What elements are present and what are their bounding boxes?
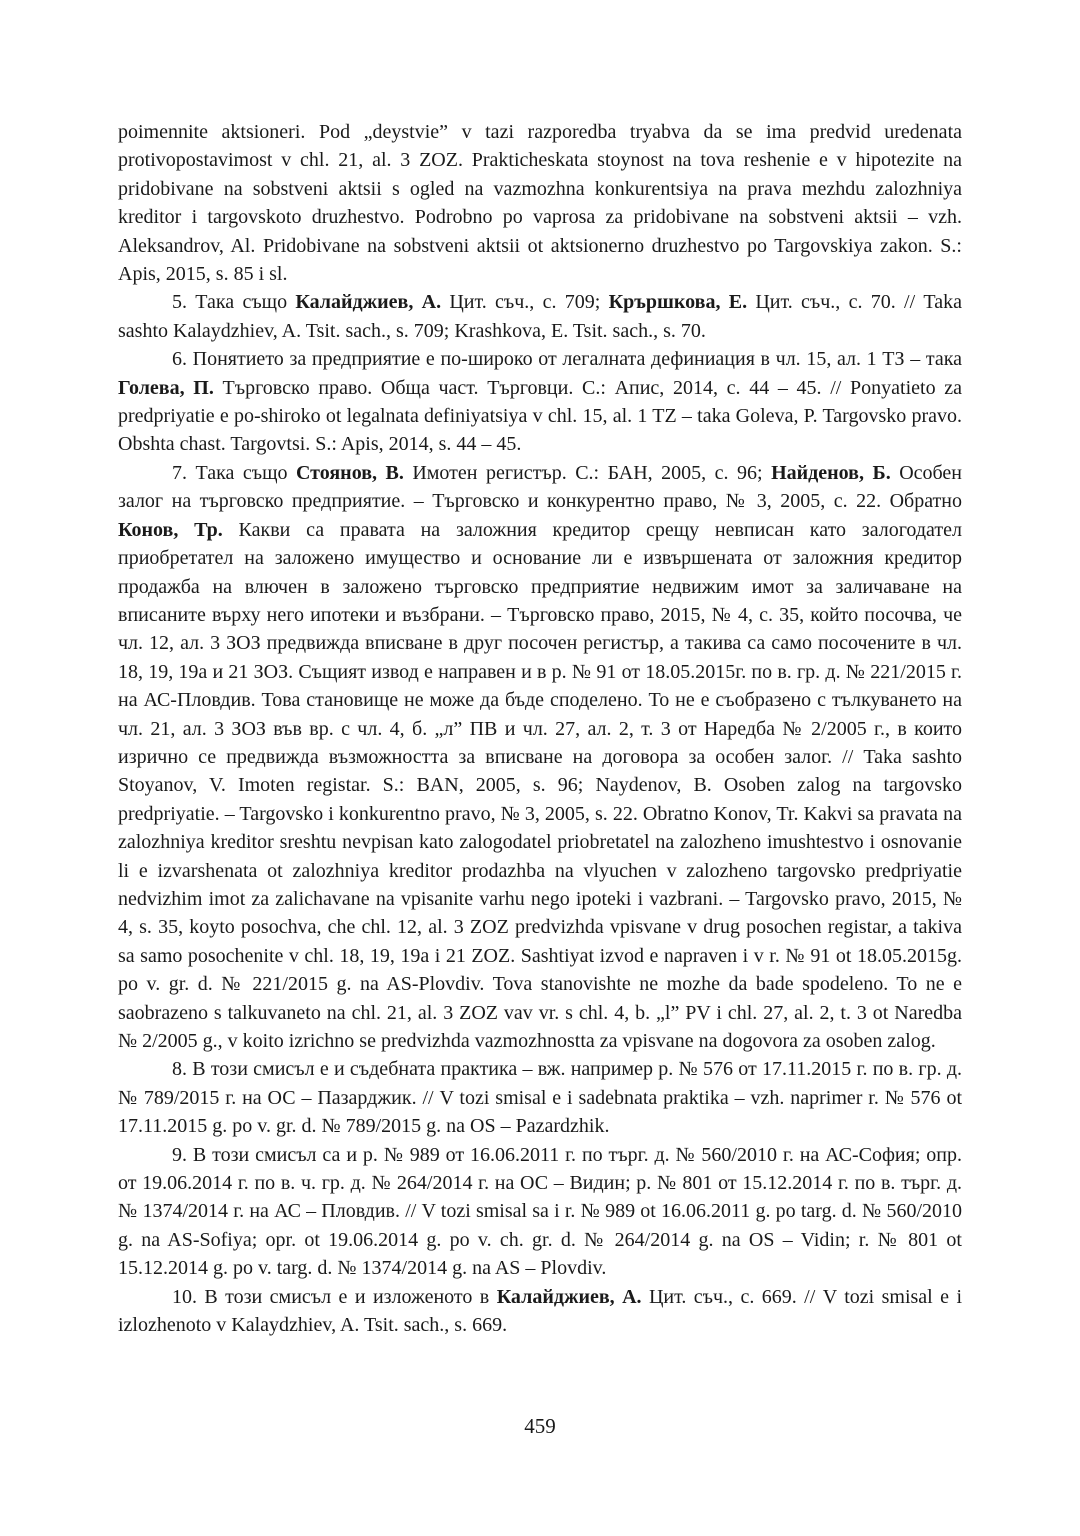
author-name: Стоянов, В. bbox=[295, 461, 404, 484]
author-name: Крършкова, Е. bbox=[608, 291, 748, 314]
footnote-9: 9. В този смисъл са и р. № 989 от 16.06.2011 г. по търг. д. № 560/2010 г. на АС-София; опр. от 19.06.2014 г. по в. ч. гр. д. № 264/2014 г. на ОС – Видин; р. № 801 от 15.12.2014 г. по в. търг. д. № 1374/2014 г. на АС – Пловдив. // V tozi smisal sa i r. № 989 ot 16.06.2011 g. po targ. d. № 560/2010 g. na AS-Sofiya; opr. ot 19.06.2014 g. po v. ch. gr. d. № 264/2014 g. na OS – Vidin; r. № 801 ot 15.12.2014 g. po v. targ. d. № 1374/2014 g. na AS – Plovdiv. bbox=[118, 1143, 962, 1280]
footnotes-body bbox=[118, 118, 962, 1339]
author-name: Калайджиев, А. bbox=[295, 291, 442, 314]
author-name: Калайджиев, А. bbox=[496, 1285, 642, 1308]
footnote-10: 10. В този смисъл е и изложеното в Калайджиев, А. Цит. съч., с. 669. // V tozi smisal e i izlozhenoto v Kalaydzhiev, A. Tsit. sach., s. 669. bbox=[118, 1285, 963, 1337]
author-name: Конов, Тр. bbox=[118, 518, 223, 541]
author-name: Найденов, Б. bbox=[771, 461, 891, 484]
footnote-8: 8. В този смисъл е и съдебната практика – вж. например р. № 576 от 17.11.2015 г. по в. гр. д. № 789/2015 г. на ОС – Пазарджик. // V tozi smisal e i sadebnata praktika – vzh. naprimer r. № 576 ot 17.11.2015 g. po v. gr. d. № 789/2015 g. na OS – Pazardzhik. bbox=[118, 1058, 962, 1138]
footnote-continuation: poimennite aktsioneri. Pod „deystvie” v tazi razporedba tryabva da se ima predvid uredenata protivopostavimost v chl. 21, al. 3 ZOZ. Prakticheskata stoynost na tova reshenie e v hipotezite na pridobivane na sobstveni aktsii s ogled na vazmozhna konkurentsiya na prava mezhdu zalozhniya kreditor i targovskoto druzhestvo. Podrobno po vaprosa za pridobivane na sobstveni aktsii – vzh. Aleksandrov, Al. Pridobivane na sobstveni aktsii ot aktsionerno druzhestvo po Targovskiya zakon. S.: Apis, 2015, s. 85 i sl. bbox=[118, 121, 962, 286]
author-name: Голева, П. bbox=[118, 376, 214, 399]
footnote-7: 7. Така също Стоянов, В. Имотен регистър. С.: БАН, 2005, с. 96; Найденов, Б. Особен залог на търговско предприятие. – Търговско и конкурентно право, № 3, 2005, с. 22. Обратно Конов, Тр. Какви са правата на заложния кредитор срещу невписан като залогодател приобретател на заложено имущество и основание ли е извършената от заложния кредитор продажба на влючен в заложено търговско предприятие недвижим имот за заличаване на вписаните върху него ипотеки и възбрани. – Търговско право, 2015, № 4, с. 35, който посочва, че чл. 12, ал. 3 ЗОЗ предвижда вписване в друг посочен регистър, а такива са само посочените в чл. 18, 19, 19а и 21 ЗОЗ. Същият извод е направен и в р. № 91 от 18.05.2015г. по в. гр. д. № 221/2015 г. на АС-Пловдив. Това становище не може да бъде споделено. То не е съобразено с тълкуването на чл. 21, ал. 3 ЗОЗ във вр. с чл. 4, б. „л” ПВ и чл. 27, ал. 2, т. 3 от Наредба № 2/2005 г., в които изрично се предвижда възможността за вписване на договора за особен залог. // Taka sashto Stoyanov, V. Imoten registar. S.: BAN, 2005, s. 96; Naydenov, B. Osoben zalog na targovsko predpriyatie. – Targovsko i konkurentno pravo, № 3, 2005, s. 22. Obratno Konov, Tr. Kakvi sa pravata na zalozhniya kreditor sreshtu nevpisan kato zalogodatel priobretatel na zalozheno imushtestvo i osnovanie li e izvarshenata ot zalozhniya kreditor prodazhba na vlyuchen v zalozheno targovsko predpriyatie nedvizhim imot za zalichavane na vpisanite varhu nego ipoteki i vazbrani. – Targovsko pravo, 2015, № 4, s. 35, koyto posochva, che chl. 12, al. 3 ZOZ predvizhda vpisvane v drug posochen registar, a takiva sa samo posochenite v chl. 18, 19, 19a i 21 ZOZ. Sashtiyat izvod e napraven i v r. № 91 ot 18.05.2015g. po v. gr. d. № 221/2015 g. na AS-Plovdiv. Tova stanovishte ne mozhe da bade spodeleno. To ne e saobrazeno s talkuvaneto na chl. 21, al. 3 ZOZ vav vr. s chl. 4, b. „l” PV i chl. 27, al. 2, t. 3 ot Naredba № 2/2005 g., v koito izrichno se predvizhda vazmozhnostta za vpisvane na dogovora za osoben zalog. bbox=[118, 461, 963, 1052]
footnote-5: 5. Така също Калайджиев, А. Цит. съч., с. 709; Крършкова, Е. Цит. съч., с. 70. // Taka sashto Kalaydzhiev, A. Tsit. sach., s. 709; Krashkova, E. Tsit. sach., s. 70. bbox=[118, 291, 963, 342]
page-number: 459 bbox=[524, 1414, 556, 1438]
footnote-6: 6. Понятието за предприятие е по-широко от легалната дефиниация в чл. 15, ал. 1 ТЗ – така Голева, П. Търговско право. Обща част. Търговци. С.: Апис, 2014, с. 44 – 45. // Ponyatieto za predpriyatie e po-shiroko ot legalnata definiyatsiya v chl. 15, al. 1 TZ – taka Goleva, P. Targovsko pravo. Obshta chast. Targovtsi. S.: Apis, 2014, s. 44 – 45. bbox=[118, 348, 962, 456]
